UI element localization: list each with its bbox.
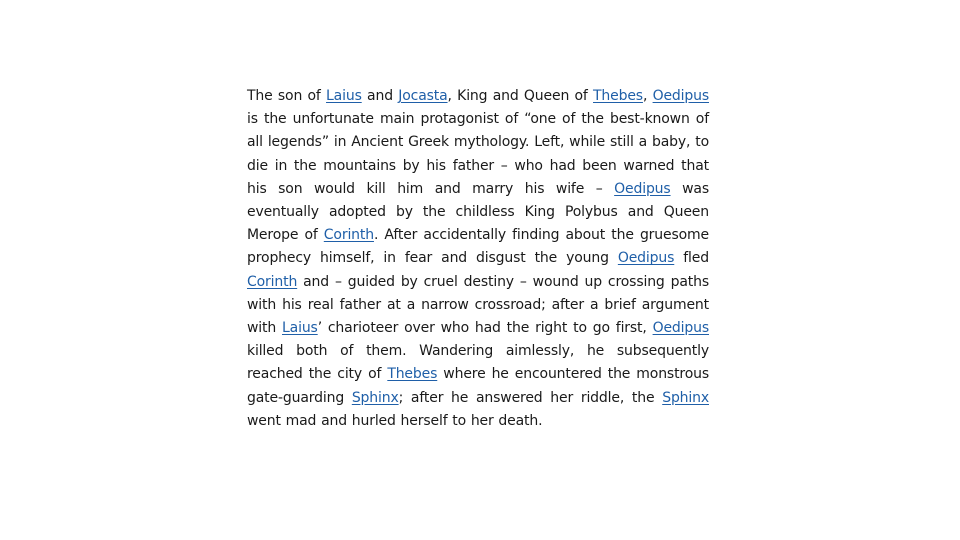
passage-text: , King and Queen of — [447, 88, 594, 104]
passage-text: , — [642, 88, 653, 104]
link-thebes[interactable]: Thebes — [387, 366, 438, 383]
link-laius[interactable]: Laius — [326, 88, 362, 104]
passage-text: killed both of them. Wandering aimlessly, he subsequently reached the city of — [247, 343, 709, 383]
passage-text: where he encountered the monstrous gate-guarding — [247, 366, 709, 406]
link-corinth[interactable]: Corinth — [323, 227, 374, 244]
passage-text: was eventually adopted by the childless King Polybus and Queen Merope of — [247, 180, 709, 244]
passage-text: ’ charioteer over who had the right to go first, — [317, 320, 653, 337]
passage-text: and – guided by cruel destiny – wound up crossing paths with his real father at a narrow crossroad; after a brief argument with — [247, 273, 709, 337]
link-corinth[interactable]: Corinth — [247, 273, 298, 290]
link-oedipus[interactable]: Oedipus — [614, 180, 671, 197]
link-sphinx[interactable]: Sphinx — [351, 389, 399, 406]
passage-text: The son of — [247, 88, 327, 104]
link-sphinx[interactable]: Sphinx — [662, 389, 709, 406]
passage-text: . After accidentally finding about the gruesome prophecy himself, in fear and disgust the young — [247, 227, 709, 267]
passage-text: fled — [674, 250, 709, 267]
passage-text: went mad and hurled herself to her death. — [247, 412, 543, 429]
link-jocasta[interactable]: Jocasta — [398, 88, 448, 104]
passage-text: is the unfortunate main protagonist of “one of the best-known of all legends” in Ancient Greek mythology. Left, while still a baby, to die in the mountains by his father – who had been warned that his son would kill him and marry his wife – — [247, 111, 709, 197]
oedipus-passage — [247, 85, 709, 433]
link-thebes[interactable]: Thebes — [593, 88, 643, 104]
passage-text: ; after he answered her riddle, the — [398, 389, 663, 406]
link-oedipus[interactable]: Oedipus — [652, 320, 709, 337]
link-oedipus[interactable]: Oedipus — [652, 88, 709, 104]
link-laius[interactable]: Laius — [282, 320, 318, 337]
link-oedipus[interactable]: Oedipus — [617, 250, 675, 267]
passage-text: and — [361, 88, 399, 104]
